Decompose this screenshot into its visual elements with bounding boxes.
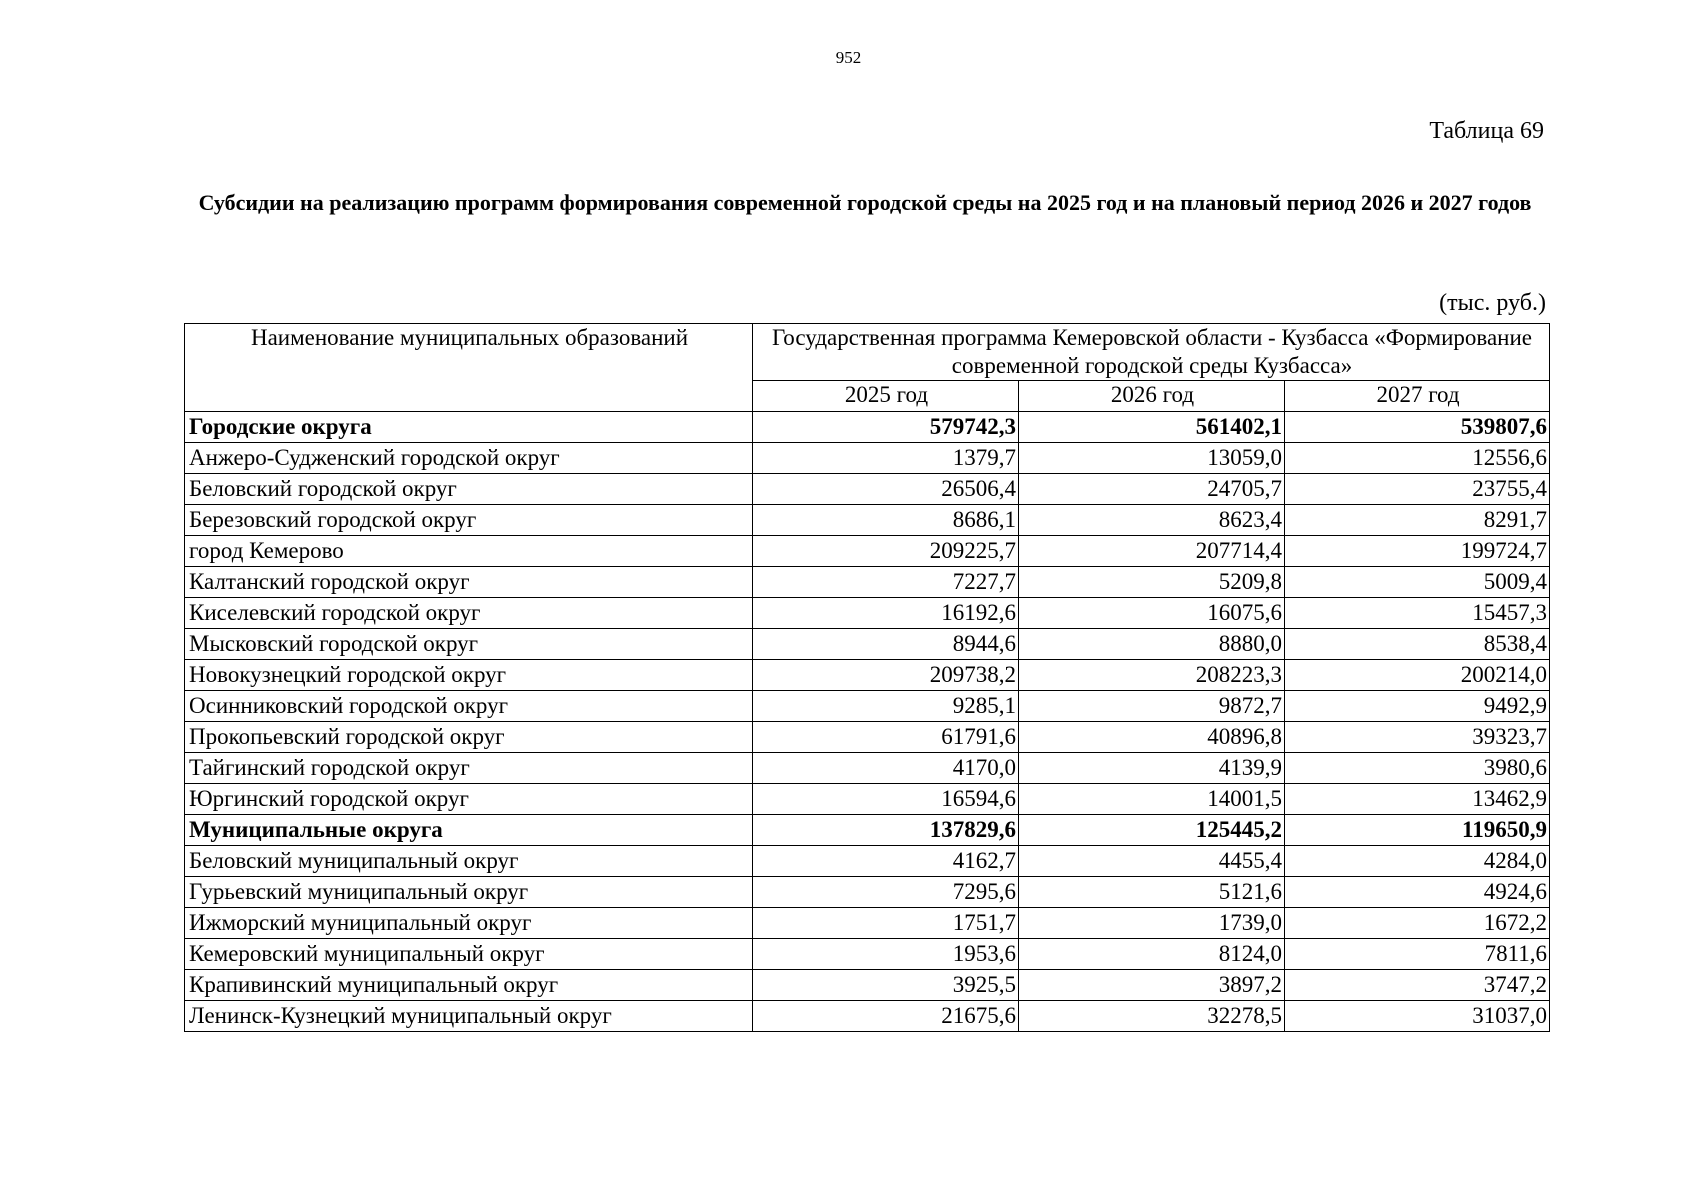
municipality-name-cell: Гурьевский муниципальный округ bbox=[185, 877, 753, 908]
value-2027-cell: 200214,0 bbox=[1285, 660, 1550, 691]
value-2026-cell: 3897,2 bbox=[1019, 970, 1285, 1001]
municipality-name-cell: Муниципальные округа bbox=[185, 815, 753, 846]
value-2025-cell: 7227,7 bbox=[753, 567, 1019, 598]
value-2027-cell: 199724,7 bbox=[1285, 536, 1550, 567]
value-2025-cell: 7295,6 bbox=[753, 877, 1019, 908]
municipality-name-cell: Новокузнецкий городской округ bbox=[185, 660, 753, 691]
table-row bbox=[185, 939, 1550, 970]
value-2025-cell: 61791,6 bbox=[753, 722, 1019, 753]
value-2027-cell: 8291,7 bbox=[1285, 505, 1550, 536]
value-2025-cell: 16594,6 bbox=[753, 784, 1019, 815]
value-2027-cell: 12556,6 bbox=[1285, 443, 1550, 474]
value-2026-cell: 207714,4 bbox=[1019, 536, 1285, 567]
table-row bbox=[185, 908, 1550, 939]
value-2027-cell: 539807,6 bbox=[1285, 412, 1550, 443]
value-2027-cell: 5009,4 bbox=[1285, 567, 1550, 598]
value-2025-cell: 9285,1 bbox=[753, 691, 1019, 722]
municipality-name-cell: Беловский городской округ bbox=[185, 474, 753, 505]
value-2025-cell: 1953,6 bbox=[753, 939, 1019, 970]
value-2026-cell: 1739,0 bbox=[1019, 908, 1285, 939]
value-2025-cell: 8686,1 bbox=[753, 505, 1019, 536]
value-2025-cell: 209738,2 bbox=[753, 660, 1019, 691]
table-row bbox=[185, 536, 1550, 567]
municipality-name-cell: Беловский муниципальный округ bbox=[185, 846, 753, 877]
municipality-name-cell: Тайгинский городской округ bbox=[185, 753, 753, 784]
municipality-name-cell: Ленинск-Кузнецкий муниципальный округ bbox=[185, 1001, 753, 1032]
value-2025-cell: 4162,7 bbox=[753, 846, 1019, 877]
column-header-year-2025: 2025 год bbox=[753, 381, 1019, 412]
value-2027-cell: 4284,0 bbox=[1285, 846, 1550, 877]
municipality-name-cell: Калтанский городской округ bbox=[185, 567, 753, 598]
value-2026-cell: 8880,0 bbox=[1019, 629, 1285, 660]
value-2026-cell: 4455,4 bbox=[1019, 846, 1285, 877]
municipality-name-cell: Осинниковский городской округ bbox=[185, 691, 753, 722]
value-2025-cell: 579742,3 bbox=[753, 412, 1019, 443]
value-2025-cell: 137829,6 bbox=[753, 815, 1019, 846]
municipality-name-cell: Прокопьевский городской округ bbox=[185, 722, 753, 753]
municipality-name-cell: Мысковский городской округ bbox=[185, 629, 753, 660]
value-2027-cell: 119650,9 bbox=[1285, 815, 1550, 846]
value-2026-cell: 8623,4 bbox=[1019, 505, 1285, 536]
value-2025-cell: 1379,7 bbox=[753, 443, 1019, 474]
value-2027-cell: 23755,4 bbox=[1285, 474, 1550, 505]
value-2027-cell: 7811,6 bbox=[1285, 939, 1550, 970]
value-2026-cell: 32278,5 bbox=[1019, 1001, 1285, 1032]
municipality-name-cell: Анжеро-Судженский городской округ bbox=[185, 443, 753, 474]
column-header-program: Государственная программа Кемеровской области - Кузбасса «Формирование современной городской среды Кузбасса» bbox=[753, 324, 1550, 381]
table-row bbox=[185, 970, 1550, 1001]
units-label: (тыс. руб.) bbox=[1439, 290, 1546, 316]
value-2027-cell: 4924,6 bbox=[1285, 877, 1550, 908]
document-title: Субсидии на реализацию программ формирования современной городской среды на 2025 год и на плановый период 2026 и 2027 годов bbox=[198, 190, 1532, 215]
value-2025-cell: 4170,0 bbox=[753, 753, 1019, 784]
value-2025-cell: 8944,6 bbox=[753, 629, 1019, 660]
value-2027-cell: 3747,2 bbox=[1285, 970, 1550, 1001]
table-group-row bbox=[185, 412, 1550, 443]
value-2026-cell: 5209,8 bbox=[1019, 567, 1285, 598]
municipality-name-cell: Городские округа bbox=[185, 412, 753, 443]
municipality-name-cell: Юргинский городской округ bbox=[185, 784, 753, 815]
page-number: 952 bbox=[835, 48, 862, 67]
column-header-municipality: Наименование муниципальных образований bbox=[185, 324, 753, 412]
table-label: Таблица 69 bbox=[1429, 118, 1544, 144]
table-row bbox=[185, 846, 1550, 877]
table-row bbox=[185, 877, 1550, 908]
municipality-name-cell: город Кемерово bbox=[185, 536, 753, 567]
value-2026-cell: 5121,6 bbox=[1019, 877, 1285, 908]
value-2025-cell: 16192,6 bbox=[753, 598, 1019, 629]
value-2027-cell: 13462,9 bbox=[1285, 784, 1550, 815]
table-group-row bbox=[185, 815, 1550, 846]
municipality-name-cell: Кемеровский муниципальный округ bbox=[185, 939, 753, 970]
value-2026-cell: 13059,0 bbox=[1019, 443, 1285, 474]
table-header bbox=[185, 324, 1550, 412]
table-row bbox=[185, 753, 1550, 784]
table-row bbox=[185, 691, 1550, 722]
table-row bbox=[185, 474, 1550, 505]
table-row bbox=[185, 567, 1550, 598]
value-2026-cell: 125445,2 bbox=[1019, 815, 1285, 846]
value-2026-cell: 9872,7 bbox=[1019, 691, 1285, 722]
value-2027-cell: 1672,2 bbox=[1285, 908, 1550, 939]
value-2025-cell: 26506,4 bbox=[753, 474, 1019, 505]
table-row bbox=[185, 722, 1550, 753]
value-2025-cell: 209225,7 bbox=[753, 536, 1019, 567]
value-2027-cell: 39323,7 bbox=[1285, 722, 1550, 753]
value-2025-cell: 1751,7 bbox=[753, 908, 1019, 939]
municipality-name-cell: Ижморский муниципальный округ bbox=[185, 908, 753, 939]
table-row bbox=[185, 443, 1550, 474]
table-row bbox=[185, 629, 1550, 660]
value-2026-cell: 208223,3 bbox=[1019, 660, 1285, 691]
value-2026-cell: 4139,9 bbox=[1019, 753, 1285, 784]
value-2027-cell: 9492,9 bbox=[1285, 691, 1550, 722]
table-row bbox=[185, 598, 1550, 629]
value-2027-cell: 3980,6 bbox=[1285, 753, 1550, 784]
table-row bbox=[185, 660, 1550, 691]
table-row bbox=[185, 1001, 1550, 1032]
value-2027-cell: 8538,4 bbox=[1285, 629, 1550, 660]
value-2026-cell: 14001,5 bbox=[1019, 784, 1285, 815]
table-row bbox=[185, 784, 1550, 815]
subsidies-table bbox=[184, 323, 1550, 1032]
value-2025-cell: 21675,6 bbox=[753, 1001, 1019, 1032]
value-2026-cell: 561402,1 bbox=[1019, 412, 1285, 443]
table-body bbox=[185, 412, 1550, 1032]
value-2026-cell: 40896,8 bbox=[1019, 722, 1285, 753]
value-2025-cell: 3925,5 bbox=[753, 970, 1019, 1001]
value-2026-cell: 8124,0 bbox=[1019, 939, 1285, 970]
value-2026-cell: 24705,7 bbox=[1019, 474, 1285, 505]
table-row bbox=[185, 505, 1550, 536]
municipality-name-cell: Березовский городской округ bbox=[185, 505, 753, 536]
column-header-year-2026: 2026 год bbox=[1019, 381, 1285, 412]
value-2027-cell: 31037,0 bbox=[1285, 1001, 1550, 1032]
value-2026-cell: 16075,6 bbox=[1019, 598, 1285, 629]
municipality-name-cell: Киселевский городской округ bbox=[185, 598, 753, 629]
column-header-year-2027: 2027 год bbox=[1285, 381, 1550, 412]
municipality-name-cell: Крапивинский муниципальный округ bbox=[185, 970, 753, 1001]
value-2027-cell: 15457,3 bbox=[1285, 598, 1550, 629]
